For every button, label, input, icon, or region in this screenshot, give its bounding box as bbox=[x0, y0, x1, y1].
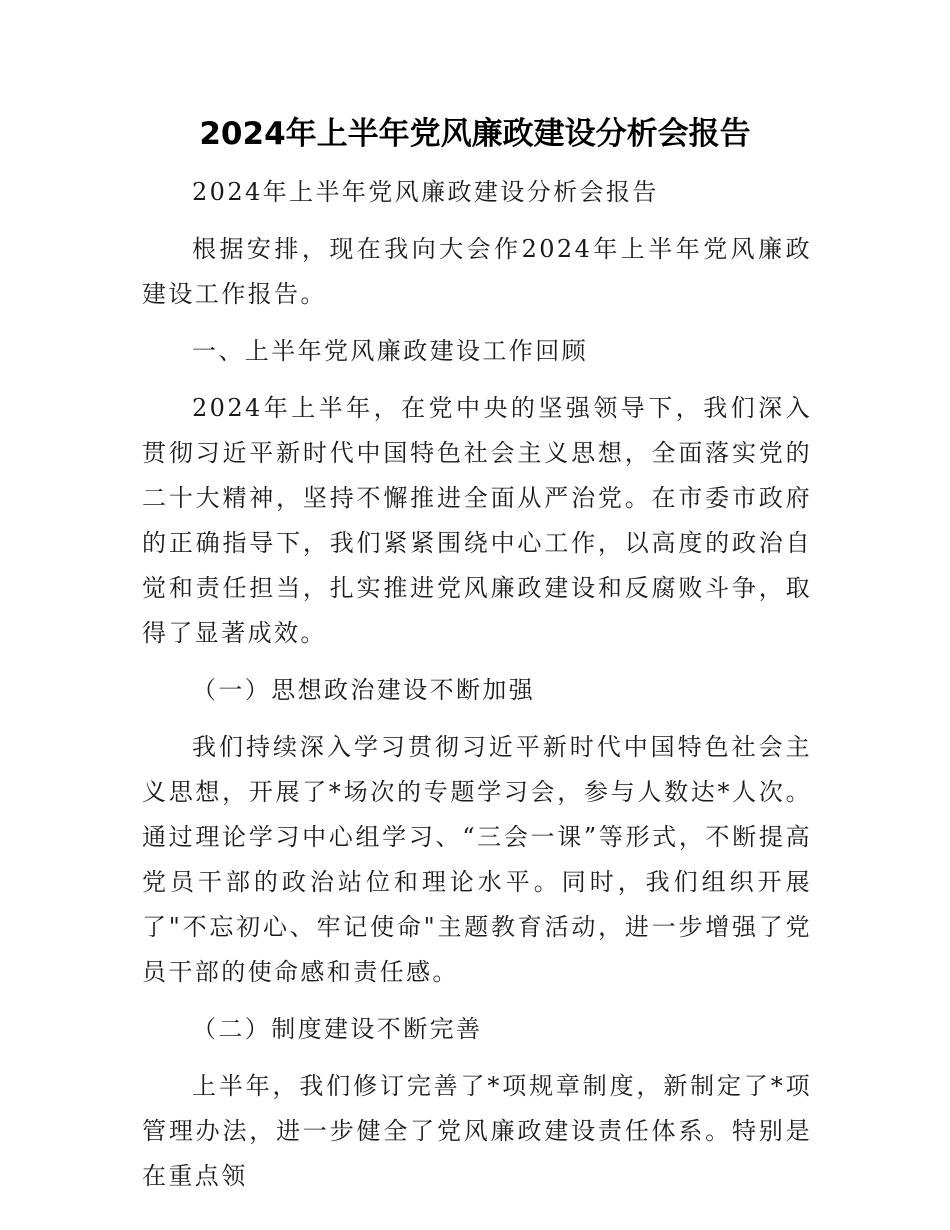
paragraph-subtitle: 2024年上半年党风廉政建设分析会报告 bbox=[192, 178, 659, 206]
paragraph-institution: 上半年，我们修订完善了*项规章制度，新制定了*项管理办法，进一步健全了党风廉政建设责任体系。特别是在重点领 bbox=[142, 1072, 812, 1190]
paragraph-ideology: 我们持续深入学习贯彻习近平新时代中国特色社会主义思想，开展了*场次的专题学习会，参与人数达*人次。通过理论学习中心组学习、“三会一课”等形式，不断提高党员干部的政治站位和理论水平。同时，我们组织开展了"不忘初心、牢记使命"主题教育活动，进一步增强了党员干部的使命感和责任感。 bbox=[142, 733, 812, 986]
paragraph-review: 2024年上半年，在党中央的坚强领导下，我们深入贯彻习近平新时代中国特色社会主义思想，全面落实党的二十大精神，坚持不懈推进全面从严治党。在市委市政府的正确指导下，我们紧紧围绕中心工作，以高度的政治自觉和责任担当，扎实推进党风廉政建设和反腐败斗争，取得了显著成效。 bbox=[142, 394, 812, 647]
document-title: 2024年上半年党风廉政建设分析会报告 bbox=[199, 116, 751, 152]
document-body bbox=[142, 170, 812, 1211]
section-heading-review: 一、上半年党风廉政建设工作回顾 bbox=[192, 337, 588, 365]
paragraph-intro: 根据安排，现在我向大会作2024年上半年党风廉政建设工作报告。 bbox=[142, 235, 812, 308]
subsection-heading-ideology: （一）思想政治建设不断加强 bbox=[192, 676, 536, 704]
subsection-heading-institution: （二）制度建设不断完善 bbox=[192, 1015, 483, 1043]
